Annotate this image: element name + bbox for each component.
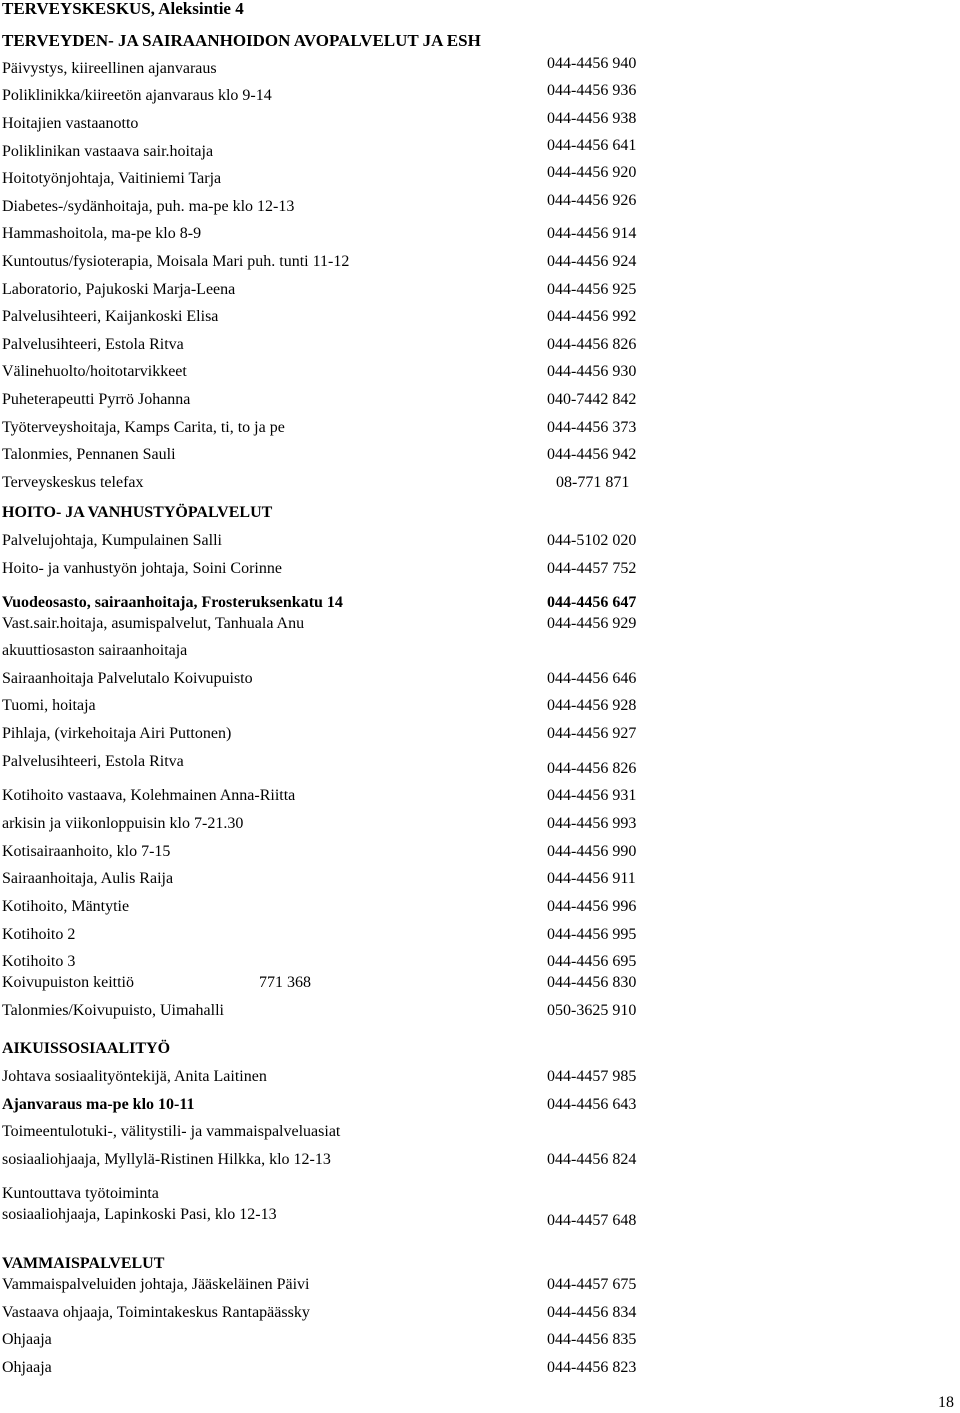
entry-phone: 044-4456 695 — [547, 953, 637, 970]
entry-phone: 044-4456 835 — [547, 1331, 637, 1348]
entry-phone: 044-4456 936 — [547, 82, 637, 99]
entry-phone: 044-4456 914 — [547, 225, 637, 242]
entry-label: Kotihoito 3 — [2, 953, 76, 970]
entry-label: Välinehuolto/hoitotarvikkeet — [2, 363, 187, 380]
entry-phone: 044-4456 373 — [547, 419, 637, 436]
entry-phone: 044-4456 931 — [547, 787, 637, 804]
entry-phone: 044-4456 823 — [547, 1359, 637, 1376]
entry-label: Koivupuiston keittiö — [2, 974, 134, 991]
entry-label: Vast.sair.hoitaja, asumispalvelut, Tanhuala Anu — [2, 615, 305, 632]
entry-phone: 044-4456 993 — [547, 815, 637, 832]
entry-label: Diabetes-/sydänhoitaja, puh. ma-pe klo 12-13 — [2, 198, 295, 215]
entry-phone: 044-4456 646 — [547, 670, 637, 687]
entry-label: Poliklinikka/kiireetön ajanvaraus klo 9-14 — [2, 87, 272, 104]
entry-label: Hammashoitola, ma-pe klo 8-9 — [2, 225, 202, 242]
entry-phone: 044-4456 995 — [547, 926, 637, 943]
entry-phone: 044-4456 927 — [547, 725, 637, 742]
entry-phone: 044-4456 938 — [547, 110, 637, 127]
entry-label: Vastaava ohjaaja, Toimintakeskus Rantapäässky — [2, 1304, 310, 1321]
entry-label: sosiaaliohjaaja, Myllylä-Ristinen Hilkka, klo 12-13 — [2, 1151, 331, 1168]
entry-phone: 044-4456 926 — [547, 192, 637, 209]
entry-label: Tuomi, hoitaja — [2, 697, 96, 714]
entry-phone: 044-4456 647 — [547, 594, 637, 611]
entry-phone: 044-4456 992 — [547, 308, 637, 325]
entry-phone: 044-4456 996 — [547, 898, 637, 915]
entry-label: Palvelujohtaja, Kumpulainen Salli — [2, 532, 222, 549]
entry-label: Poliklinikan vastaava sair.hoitaja — [2, 143, 214, 160]
page-title: TERVEYSKESKUS, Aleksintie 4 — [2, 0, 244, 18]
entry-label: Hoitajien vastaanotto — [2, 115, 139, 132]
entry-phone: 044-4456 826 — [547, 336, 637, 353]
entry-phone: 050-3625 910 — [547, 1002, 637, 1019]
section-heading: AIKUISSOSIAALITYÖ — [2, 1040, 171, 1057]
entry-phone: 044-4456 929 — [547, 615, 637, 632]
entry-phone: 044-5102 020 — [547, 532, 637, 549]
entry-extra: 771 368 — [259, 974, 311, 991]
entry-phone: 044-4456 924 — [547, 253, 637, 270]
entry-label: Ajanvaraus ma-pe klo 10-11 — [2, 1096, 195, 1113]
page-number: 18 — [938, 1394, 954, 1411]
entry-label: Puheterapeutti Pyrrö Johanna — [2, 391, 191, 408]
entry-label: Pihlaja, (virkehoitaja Airi Puttonen) — [2, 725, 232, 742]
entry-phone: 044-4456 928 — [547, 697, 637, 714]
entry-phone: 044-4456 824 — [547, 1151, 637, 1168]
entry-phone: 040-7442 842 — [547, 391, 637, 408]
entry-label: Talonmies/Koivupuisto, Uimahalli — [2, 1002, 224, 1019]
entry-label: Terveyskeskus telefax — [2, 474, 144, 491]
entry-label: Toimeentulotuki-, välitystili- ja vammaispalveluasiat — [2, 1123, 341, 1140]
entry-phone: 044-4457 648 — [547, 1212, 637, 1229]
entry-label: Vammaispalveluiden johtaja, Jääskeläinen Päivi — [2, 1276, 310, 1293]
entry-label: Johtava sosiaalityöntekijä, Anita Laitinen — [2, 1068, 267, 1085]
entry-label: Kotisairaanhoito, klo 7-15 — [2, 843, 171, 860]
entry-label: Kotihoito vastaava, Kolehmainen Anna-Riitta — [2, 787, 296, 804]
entry-phone: 044-4456 920 — [547, 164, 637, 181]
entry-label: Hoito- ja vanhustyön johtaja, Soini Corinne — [2, 560, 282, 577]
entry-phone: 044-4457 752 — [547, 560, 637, 577]
entry-phone: 044-4456 930 — [547, 363, 637, 380]
entry-phone: 044-4456 911 — [547, 870, 636, 887]
entry-label: Päivystys, kiireellinen ajanvaraus — [2, 60, 217, 77]
entry-phone: 044-4456 925 — [547, 281, 637, 298]
entry-phone: 044-4456 826 — [547, 760, 637, 777]
entry-label: Sairaanhoitaja, Aulis Raija — [2, 870, 174, 887]
section-heading: HOITO- JA VANHUSTYÖPALVELUT — [2, 504, 273, 521]
entry-label: sosiaaliohjaaja, Lapinkoski Pasi, klo 12-13 — [2, 1206, 277, 1223]
entry-phone: 044-4456 940 — [547, 55, 637, 72]
section-heading: TERVEYDEN- JA SAIRAANHOIDON AVOPALVELUT JA ESH — [2, 31, 481, 50]
entry-phone: 044-4456 990 — [547, 843, 637, 860]
entry-phone: 044-4456 834 — [547, 1304, 637, 1321]
entry-label: akuuttiosaston sairaanhoitaja — [2, 642, 188, 659]
entry-label: Kuntoutus/fysioterapia, Moisala Mari puh. tunti 11-12 — [2, 253, 350, 270]
entry-label: Palvelusihteeri, Estola Ritva — [2, 336, 184, 353]
entry-label: Ohjaaja — [2, 1359, 52, 1376]
entry-phone: 044-4456 643 — [547, 1096, 637, 1113]
entry-label: Kotihoito 2 — [2, 926, 76, 943]
entry-phone: 044-4456 641 — [547, 137, 637, 154]
entry-phone: 044-4457 985 — [547, 1068, 637, 1085]
entry-label: Palvelusihteeri, Estola Ritva — [2, 753, 184, 770]
entry-label: arkisin ja viikonloppuisin klo 7-21.30 — [2, 815, 244, 832]
entry-label: Palvelusihteeri, Kaijankoski Elisa — [2, 308, 219, 325]
entry-label: Kuntouttava työtoiminta — [2, 1185, 159, 1202]
entry-label: Työterveyshoitaja, Kamps Carita, ti, to ja pe — [2, 419, 285, 436]
entry-phone: 044-4456 942 — [547, 446, 637, 463]
entry-label: Laboratorio, Pajukoski Marja-Leena — [2, 281, 236, 298]
entry-label: Ohjaaja — [2, 1331, 52, 1348]
entry-phone: 044-4457 675 — [547, 1276, 637, 1293]
section-heading: VAMMAISPALVELUT — [2, 1255, 165, 1272]
entry-phone: 08-771 871 — [556, 474, 630, 491]
entry-label: Vuodeosasto, sairaanhoitaja, Frosteruksenkatu 14 — [2, 594, 343, 611]
entry-label: Hoitotyönjohtaja, Vaitiniemi Tarja — [2, 170, 222, 187]
entry-label: Talonmies, Pennanen Sauli — [2, 446, 176, 463]
entry-phone: 044-4456 830 — [547, 974, 637, 991]
entry-label: Kotihoito, Mäntytie — [2, 898, 130, 915]
entry-label: Sairaanhoitaja Palvelutalo Koivupuisto — [2, 670, 253, 687]
